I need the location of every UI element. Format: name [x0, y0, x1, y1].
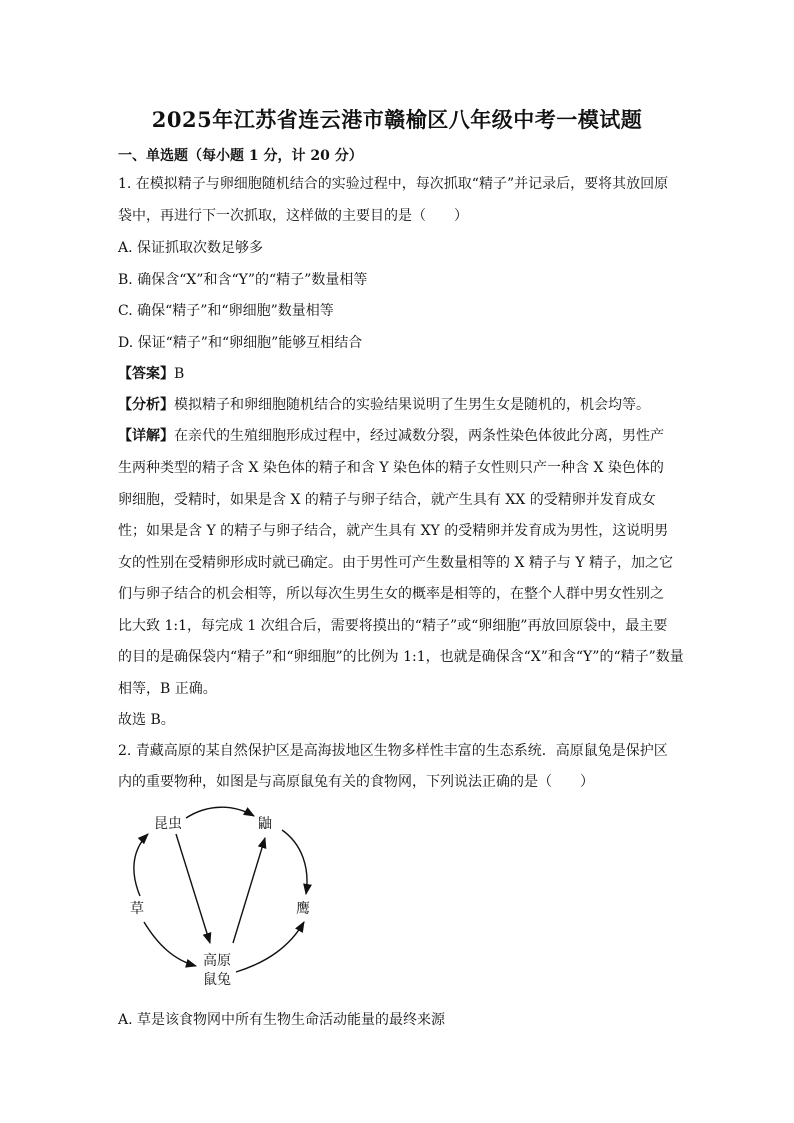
- q1-stem-line-1: 1. 在模拟精子与卵细胞随机结合的实验过程中，每次抓取“精子”并记录后，要将其放回原: [118, 176, 669, 192]
- node-insect: 昆虫: [154, 816, 182, 832]
- answer-tag: 【答案】: [118, 366, 174, 382]
- arrow-pika-to-vole: [233, 838, 265, 943]
- arrow-vole-to-eagle: [282, 830, 307, 894]
- analysis-text: 模拟精子和卵细胞随机结合的实验结果说明了生男生女是随机的，机会均等。: [174, 397, 650, 413]
- q2-option-a: A. 草是该食物网中所有生物生命活动能量的最终来源: [118, 1012, 446, 1028]
- q1-option-d: D. 保证“精子”和“卵细胞”能够互相结合: [118, 335, 363, 351]
- analysis-tag: 【分析】: [118, 397, 174, 413]
- arrow-pika-to-eagle: [236, 922, 304, 972]
- q1-option-c: C. 确保“精子”和“卵细胞”数量相等: [118, 303, 334, 319]
- q1-detail-row-6: 们与卵子结合的机会相等，所以每次生男生女的概率是相等的，在整个人群中男女性别之: [118, 586, 664, 602]
- node-pika-line1: 高原: [203, 953, 231, 969]
- node-grass: 草: [130, 901, 144, 917]
- q1-stem-line-2: 袋中，再进行下一次抓取，这样做的主要目的是（ ）: [118, 208, 468, 224]
- q1-answer-row: [118, 364, 678, 384]
- page-title: 2025年江苏省连云港市赣榆区八年级中考一模试题: [151, 107, 643, 132]
- q1-detail-row-7: 比大致 1:1，每完成 1 次组合后，需要将摸出的“精子”或“卵细胞”再放回原袋中，最主要: [118, 618, 668, 634]
- arrow-grass-to-insect: [134, 834, 148, 896]
- q1-detail-row-9: 相等，B 正确。: [118, 681, 217, 697]
- section-header: 一、单选题（每小题 1 分，计 20 分）: [118, 148, 363, 164]
- q1-option-a: A. 保证抓取次数足够多: [118, 240, 264, 256]
- arrow-insect-to-pika: [176, 834, 210, 943]
- detail-text-1: 在亲代的生殖细胞形成过程中，经过减数分裂，两条性染色体彼此分离，男性产: [174, 428, 664, 444]
- q1-analysis-row: [118, 395, 678, 415]
- node-eagle: 鹰: [296, 901, 310, 917]
- q1-detail-row-8: 的目的是确保袋内“精子”和“卵细胞”的比例为 1:1，也就是确保含“X”和含“Y”的“精子”数量: [118, 649, 684, 665]
- q1-option-b: B. 确保含“X”和含“Y”的“精子”数量相等: [118, 272, 368, 288]
- node-pika-line2: 鼠兔: [203, 972, 231, 988]
- food-web-diagram: [118, 800, 348, 1000]
- answer-value: B: [174, 366, 185, 382]
- q1-detail-row-2: 生两种类型的精子含 X 染色体的精子和含 Y 染色体的精子女性则只产一种含 X 染色体的: [118, 460, 664, 476]
- node-vole: 鼬: [258, 816, 272, 832]
- detail-tag: 【详解】: [118, 428, 174, 444]
- q1-detail-row-4: 性；如果是含 Y 的精子与卵子结合，就产生具有 XY 的受精卵并发育成为男性，这说明男: [118, 523, 669, 539]
- q1-detail-row-5: 女的性别在受精卵形成时就已确定。由于男性可产生数量相等的 X 精子与 Y 精子，加之它: [118, 555, 674, 571]
- arrow-grass-to-pika: [144, 922, 196, 966]
- arrow-insect-to-vole: [186, 807, 254, 818]
- q2-stem-line-2: 内的重要物种，如图是与高原鼠兔有关的食物网，下列说法正确的是（ ）: [118, 774, 594, 790]
- q2-stem-line-1: 2. 青藏高原的某自然保护区是高海拔地区生物多样性丰富的生态系统．高原鼠兔是保护区: [118, 743, 668, 759]
- q1-detail-row-3: 卵细胞，受精时，如果是含 X 的精子与卵子结合，就产生具有 XX 的受精卵并发育成女: [118, 492, 656, 508]
- q1-detail-row-1: [118, 426, 678, 446]
- q1-conclusion: 故选 B。: [118, 712, 175, 728]
